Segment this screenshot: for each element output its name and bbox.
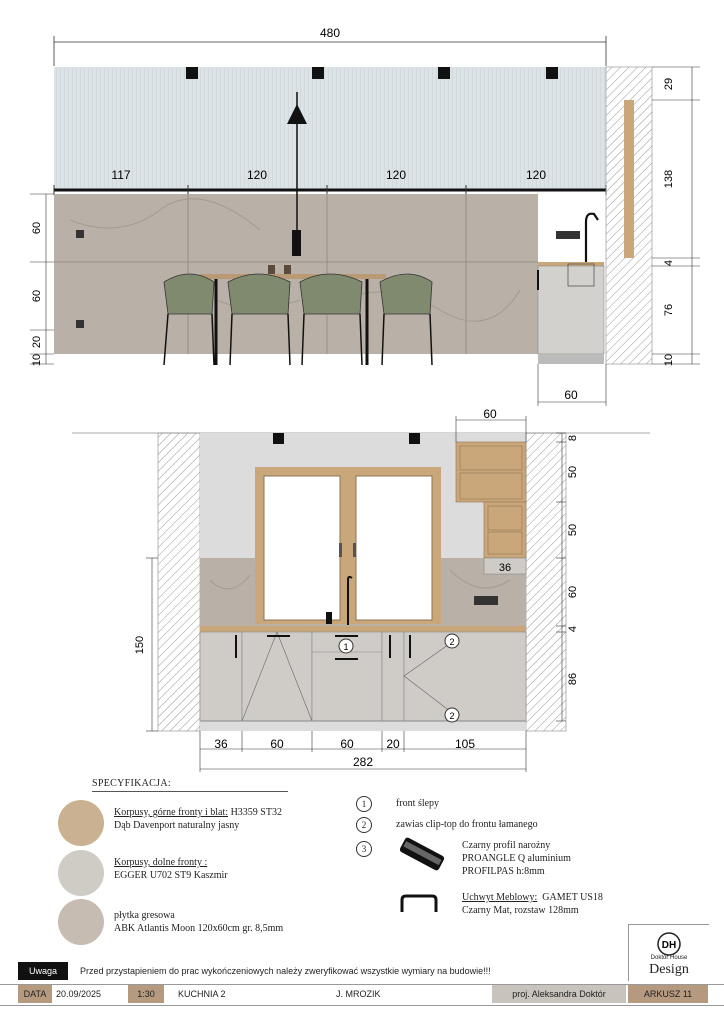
socket-icon [76, 320, 84, 328]
legend-marker-1: 1 [356, 796, 372, 812]
depth-dim-label: 60 [564, 388, 578, 402]
right-dim-5: 10 [663, 353, 675, 367]
ceiling-light [409, 433, 420, 444]
footer-project: KUCHNIA 2 [178, 989, 226, 999]
legend-text-3: Czarny profil narożny PROANGLE Q aluminium PROFILPAS h:8mm [462, 840, 571, 877]
wallpaper-area [54, 67, 606, 190]
segment-dim-2: 120 [246, 168, 268, 182]
bottom-dim-5: 105 [454, 737, 476, 751]
material-3-text: płytka gresowa ABK Atlantis Moon 120x60cm gr. 8,5mm [114, 910, 284, 934]
right-dim-4: 76 [663, 303, 675, 317]
overall-width-label: 480 [319, 26, 341, 40]
right-dim-5: 4 [567, 625, 579, 633]
svg-text:2: 2 [449, 637, 455, 647]
material-swatch-cashmere [58, 850, 104, 896]
bottom-dim-3: 60 [340, 737, 354, 751]
right-dim-2: 138 [663, 169, 675, 189]
right-dim-4: 60 [567, 585, 579, 599]
material-2-text: Korpusy, dolne fronty : EGGER U702 ST9 Kaszmir [114, 857, 228, 881]
bottom-dim-1: 36 [214, 737, 228, 751]
logo-box [628, 924, 709, 981]
left-dim-3: 20 [31, 335, 43, 349]
countertop [200, 626, 526, 632]
right-dim-1: 29 [663, 77, 675, 91]
handle-icon [396, 890, 442, 918]
footer-date: 20.09/2025 [56, 989, 102, 999]
ceiling-light [186, 67, 198, 79]
material-1-text: Korpusy, górne fronty i blat: H3359 ST32 Dąb Davenport naturalny jasny [114, 807, 282, 831]
footer-sheet: ARKUSZ 11 [628, 985, 708, 1003]
handle-text: Uchwyt Meblowy: GAMET US18 Czarny Mat, rozstaw 128mm [462, 892, 603, 916]
left-dim-4: 10 [31, 353, 43, 367]
right-wall-hatch [526, 433, 566, 731]
wall-panel [624, 100, 634, 258]
ceiling-light [438, 67, 450, 79]
left-wall-hatch [158, 433, 200, 731]
ceiling-light [546, 67, 558, 79]
logo-icon [655, 931, 683, 957]
marker-2 [445, 708, 459, 722]
segment-dim-3: 120 [385, 168, 407, 182]
socket-icon [474, 596, 498, 605]
lower-cabinets [200, 632, 526, 721]
inner-dim-label: 36 [498, 562, 512, 574]
material-swatch-oak [58, 800, 104, 846]
logo-line2: Design [649, 962, 689, 977]
spec-title: SPECYFIKACJA: [92, 778, 171, 789]
left-dim-1: 60 [31, 221, 43, 235]
marker-1 [339, 639, 353, 653]
legend-marker-2: 2 [356, 817, 372, 833]
bottom-dim-2: 60 [270, 737, 284, 751]
left-height-dimension [134, 558, 158, 731]
footer-scale: 1:30 [128, 985, 164, 1003]
footer-designer: proj. Aleksandra Doktór [492, 985, 626, 1003]
svg-text:1: 1 [343, 642, 349, 652]
bottom-total-label: 282 [352, 755, 374, 769]
marker-2 [445, 634, 459, 648]
material-swatch-tile [58, 899, 104, 945]
window [255, 467, 441, 625]
corner-profile-icon [396, 836, 450, 880]
logo-line1: Doktor House [650, 955, 688, 961]
segment-dim-1: 117 [111, 168, 131, 182]
svg-text:DH: DH [661, 940, 677, 951]
top-elevation-drawing [0, 0, 724, 410]
right-dim-1: 8 [567, 434, 579, 442]
spec-divider [92, 791, 288, 792]
svg-text:2: 2 [449, 711, 455, 721]
right-height-dimensions [652, 67, 700, 366]
note-label: Uwaga [18, 962, 68, 980]
right-dim-6: 86 [567, 672, 579, 686]
legend-text-1: front ślepy [396, 798, 440, 809]
footer-date-label: DATA [18, 985, 52, 1003]
left-height-dimensions [30, 194, 54, 366]
ceiling-light [312, 67, 324, 79]
bottom-elevation-drawing [0, 400, 724, 780]
right-dim-3: 50 [567, 523, 579, 537]
right-dim-2: 50 [567, 465, 579, 479]
note-text: Przed przystapieniem do prac wykończeniowych należy zweryfikować wszystkie wymiary na budowie!!! [80, 966, 491, 976]
footer-client: J. MROZIK [336, 989, 381, 999]
left-dim-label: 150 [134, 635, 146, 655]
socket-icon [76, 230, 84, 238]
left-dim-2: 60 [31, 289, 43, 303]
legend-marker-3: 3 [356, 841, 372, 857]
bottom-dim-4: 20 [386, 737, 400, 751]
ceiling-light [273, 433, 284, 444]
socket-icon [556, 231, 580, 239]
right-dim-3: 4 [663, 259, 675, 267]
segment-dim-4: 120 [525, 168, 547, 182]
top-width-label: 60 [483, 407, 497, 421]
bottom-segment-dimensions [200, 731, 526, 772]
legend-text-2: zawias clip-top do frontu łamanego [396, 819, 538, 830]
overall-width-dimension [54, 26, 606, 66]
